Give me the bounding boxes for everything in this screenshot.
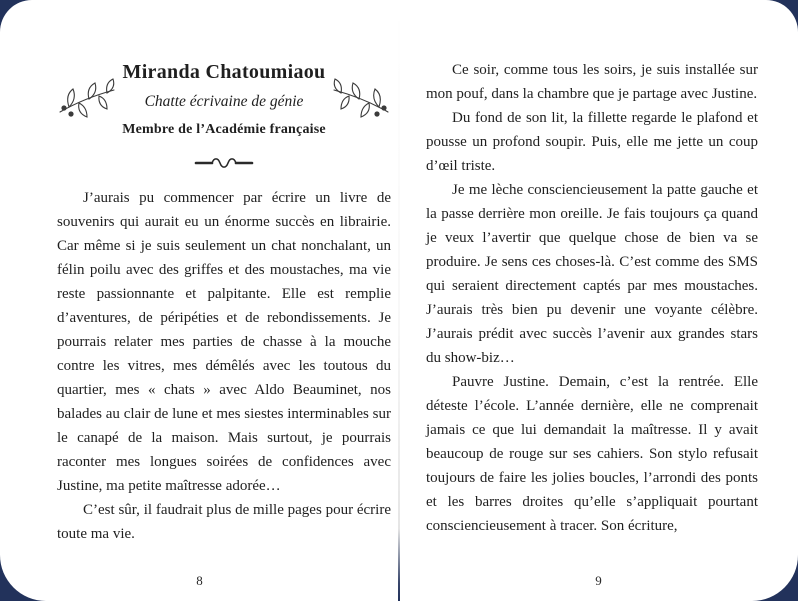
paragraph: Pauvre Justine. Demain, c’est la rentrée. Elle déteste l’école. L’année dernière, elle ne comprenait jamais ce que lui demandait la maîtresse. Il y avait beaucoup de rouge sur ses cahiers. Son stylo refusait toujours de faire les jolies boucles, l’arrondi des ponts et les barres droites qu’elle s’appliquait pourtant consciencieusement à tracer. Son écriture, — [426, 374, 758, 534]
olive-branch-right-icon — [332, 76, 390, 122]
paragraph: C’est sûr, il faudrait plus de mille pages pour écrire toute ma vie. — [57, 502, 391, 542]
heading-text — [120, 60, 328, 138]
paragraph: Ce soir, comme tous les soirs, je suis installée sur mon pouf, dans la chambre que je partage avec Justine. — [426, 62, 758, 102]
page-number-left: 8 — [196, 573, 203, 588]
author-affiliation: Membre de l’Académie française — [122, 122, 326, 137]
book-subtitle: Chatte écrivaine de génie — [144, 93, 304, 110]
section-divider-icon — [57, 156, 391, 170]
page-number-right: 9 — [595, 573, 602, 588]
right-page — [399, 0, 798, 601]
paragraph: Du fond de son lit, la fillette regarde le plafond et pousse un profond soupir. Puis, elle me jette un coup d’œil triste. — [426, 110, 758, 174]
paragraph: J’aurais pu commencer par écrire un livre de souvenirs qui aurait eu un énorme succès en librairie. Car même si je suis seulement un chat nonchalant, un félin poilu avec des griffes et des moustaches, ma vie reste passionnante et palpitante. Elle est remplie d’aventures, de péripéties et de rebondissements. Je pourrais relater mes parties de chasse à la mouche contre les vitres, mes démêlés avec les toutous du quartier, mes « chats » avec Aldo Beauminet, nos balades au clair de lune et mes siestes interminables sur le canapé de la maison. Mais surtout, je pourrais raconter mes longues soirées de confidences avec Justine, ma petite maîtresse adorée… — [57, 190, 391, 494]
olive-branch-left-icon — [58, 76, 116, 122]
book-title: Miranda Chatoumiaou — [122, 61, 326, 83]
chapter-heading — [57, 60, 391, 138]
paragraph: Je me lèche consciencieusement la patte gauche et la passe derrière mon oreille. Je fais toujours ça quand je veux l’avertir que quelque chose de bien va se produire. Je sens ces choses-là. C’est comme des SMS qui seraient directement captés par mes moustaches. J’aurais très bien pu devenir une voyante célèbre. J’aurais prédit avec succès l’avenir aux grandes stars du show-biz… — [426, 182, 758, 366]
page-gutter-shadow — [398, 0, 400, 601]
